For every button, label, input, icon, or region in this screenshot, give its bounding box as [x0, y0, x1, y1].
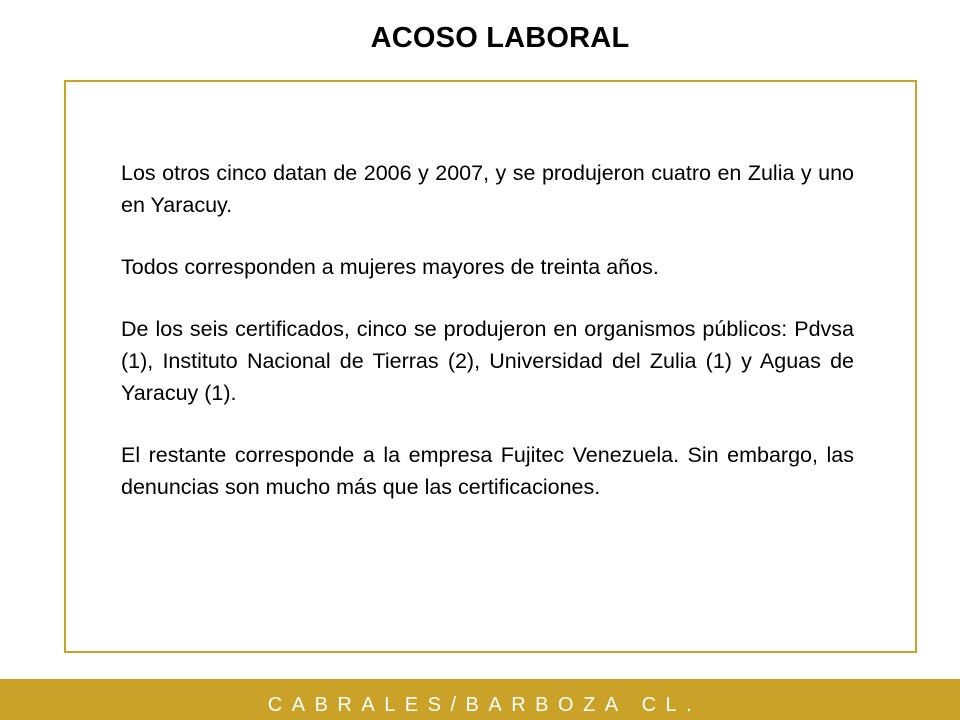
paragraph-4: El restante corresponde a la empresa Fujitec Venezuela. Sin embargo, las denuncias son mucho más que las certificaciones.: [121, 443, 854, 499]
footer-text: CABRALES/BARBOZA CL.: [267, 694, 702, 716]
slide-title: ACOSO LABORAL: [370, 22, 630, 54]
paragraph-3: De los seis certificados, cinco se produjeron en organismos públicos: Pdvsa (1), Instituto Nacional de Tierras (2), Universidad del Zulia (1) y Aguas de Yaracuy (1).: [121, 317, 854, 405]
paragraph-1: Los otros cinco datan de 2006 y 2007, y se produjeron cuatro en Zulia y uno en Yaracuy.: [121, 161, 854, 217]
paragraph-2: Todos corresponden a mujeres mayores de treinta años.: [121, 255, 659, 279]
content-body: [121, 157, 854, 533]
